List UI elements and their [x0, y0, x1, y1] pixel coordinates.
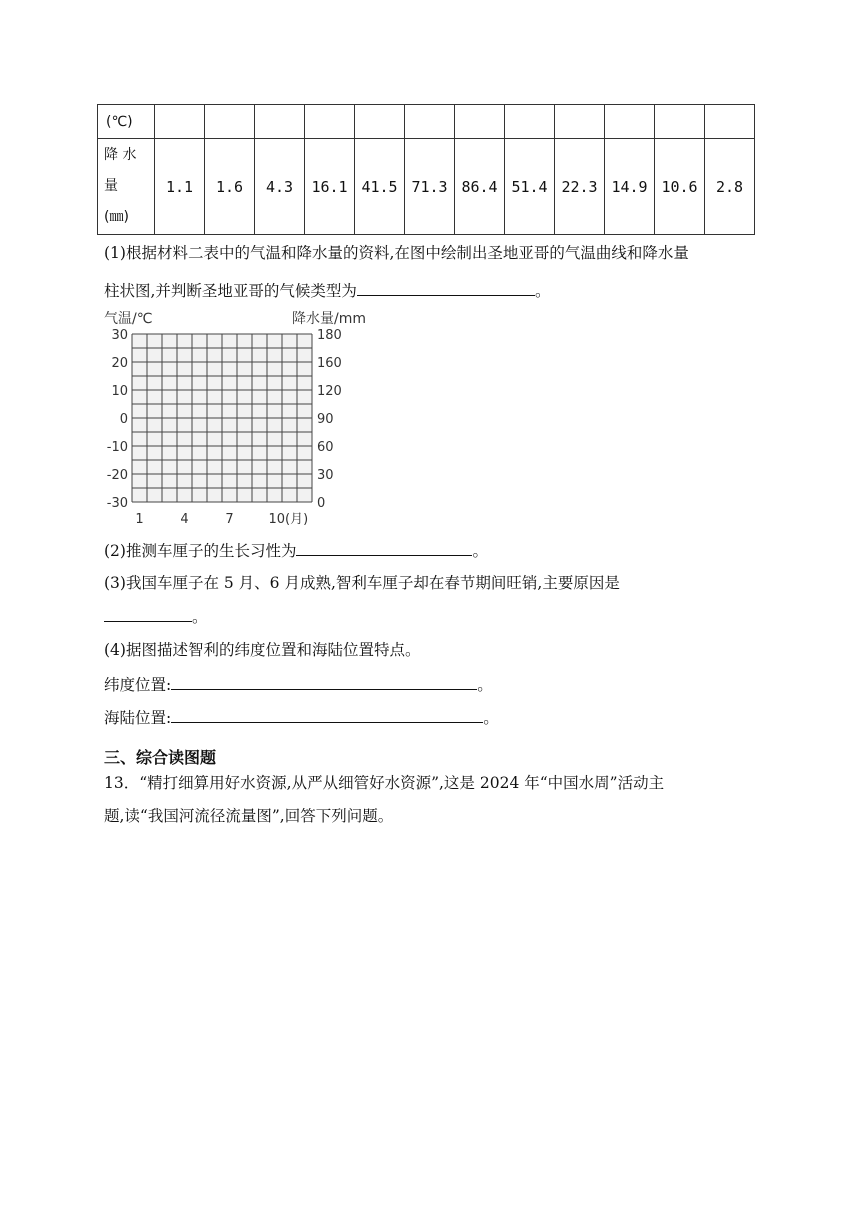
- temperature-unit-cell: [98, 105, 155, 139]
- sea-land-end: 。: [483, 709, 499, 727]
- temperature-tick-label: 20: [111, 356, 128, 371]
- latitude-label: 纬度位置:: [104, 676, 172, 694]
- table-cell: [505, 105, 555, 139]
- month-tick-label: 7: [225, 512, 234, 527]
- question-3-line-1: (3)我国车厘子在 5 月、6 月成熟,智利车厘子却在春节期间旺销,主要原因是: [104, 574, 620, 592]
- precipitation-value: 4.3: [255, 139, 305, 235]
- precipitation-tick-label: 120: [317, 384, 342, 399]
- temperature-tick-label: 30: [111, 328, 128, 343]
- question-2-end: 。: [472, 542, 488, 560]
- month-tick-label: 4: [180, 512, 189, 527]
- question-1-text: 柱状图,并判断圣地亚哥的气候类型为: [104, 282, 357, 300]
- month-tick-label: 1: [135, 512, 144, 527]
- table-cell: [255, 105, 305, 139]
- growth-habit-answer-blank[interactable]: [296, 540, 472, 556]
- temperature-tick-label: -10: [106, 440, 128, 455]
- table-cell: [205, 105, 255, 139]
- precipitation-value: 14.9: [605, 139, 655, 235]
- temperature-tick-label: 10: [111, 384, 128, 399]
- table-cell: [305, 105, 355, 139]
- precipitation-tick-label: 0: [317, 496, 326, 511]
- climate-data-table: [97, 104, 755, 235]
- table-cell: [355, 105, 405, 139]
- precipitation-axis-label: 降水量/mm: [292, 311, 366, 327]
- question-1-end: 。: [534, 282, 551, 300]
- temperature-tick-label: 0: [119, 412, 128, 427]
- question-1-line-2: [104, 280, 550, 301]
- month-tick-label: 10(月): [268, 512, 309, 527]
- temperature-tick-label: -20: [106, 468, 128, 483]
- temperature-unit-label: (℃): [106, 113, 133, 130]
- precipitation-value: 16.1: [305, 139, 355, 235]
- chart-grid: [132, 334, 312, 502]
- climate-type-answer-blank[interactable]: [357, 280, 535, 296]
- climate-chart-grid: [100, 306, 368, 528]
- latitude-end: 。: [477, 676, 493, 694]
- precipitation-value: 2.8: [705, 139, 755, 235]
- sea-land-answer-blank[interactable]: [171, 707, 483, 723]
- temperature-row: [98, 105, 755, 139]
- latitude-answer-blank[interactable]: [171, 674, 477, 690]
- sea-land-line: [104, 707, 499, 728]
- table-cell: [405, 105, 455, 139]
- precipitation-tick-label: 180: [317, 328, 342, 343]
- precipitation-value: 22.3: [555, 139, 605, 235]
- question-3-line-2: [104, 606, 208, 627]
- temperature-tick-label: -30: [106, 496, 128, 511]
- table-cell: [705, 105, 755, 139]
- temperature-axis-label: 气温/℃: [104, 311, 153, 327]
- precipitation-tick-label: 60: [317, 440, 334, 455]
- question-13-line-2: 题,读“我国河流径流量图”,回答下列问题。: [104, 807, 394, 825]
- precipitation-label-part: 量: [104, 178, 118, 194]
- precipitation-tick-label: 30: [317, 468, 334, 483]
- precipitation-value: 1.1: [155, 139, 205, 235]
- section-3-title: 三、综合读图题: [104, 748, 217, 767]
- precipitation-row: [98, 139, 755, 235]
- table-cell: [455, 105, 505, 139]
- sea-land-label: 海陆位置:: [104, 709, 172, 727]
- question-3-end: 。: [192, 608, 208, 626]
- question-1-line-1: (1)根据材料二表中的气温和降水量的资料,在图中绘制出圣地亚哥的气温曲线和降水量: [104, 244, 689, 262]
- table-cell: [655, 105, 705, 139]
- precipitation-label-cell: [98, 139, 155, 235]
- table-cell: [155, 105, 205, 139]
- precipitation-value: 10.6: [655, 139, 705, 235]
- precipitation-label-part: (㎜): [104, 209, 129, 225]
- question-4-line: (4)据图描述智利的纬度位置和海陆位置特点。: [104, 641, 421, 659]
- precipitation-value: 51.4: [505, 139, 555, 235]
- precipitation-label-part: 降 水: [104, 147, 137, 163]
- question-2-text: (2)推测车厘子的生长习性为: [104, 542, 297, 560]
- reason-answer-blank[interactable]: [104, 606, 192, 622]
- precipitation-value: 71.3: [405, 139, 455, 235]
- precipitation-value: 86.4: [455, 139, 505, 235]
- table-cell: [605, 105, 655, 139]
- question-2-line: [104, 540, 488, 561]
- precipitation-tick-label: 90: [317, 412, 334, 427]
- precipitation-value: 41.5: [355, 139, 405, 235]
- precipitation-tick-label: 160: [317, 356, 342, 371]
- precipitation-value: 1.6: [205, 139, 255, 235]
- table-cell: [555, 105, 605, 139]
- question-13-line-1: 13．“精打细算用好水资源,从严从细管好水资源”,这是 2024 年“中国水周”活动主: [104, 774, 665, 792]
- latitude-line: [104, 674, 493, 695]
